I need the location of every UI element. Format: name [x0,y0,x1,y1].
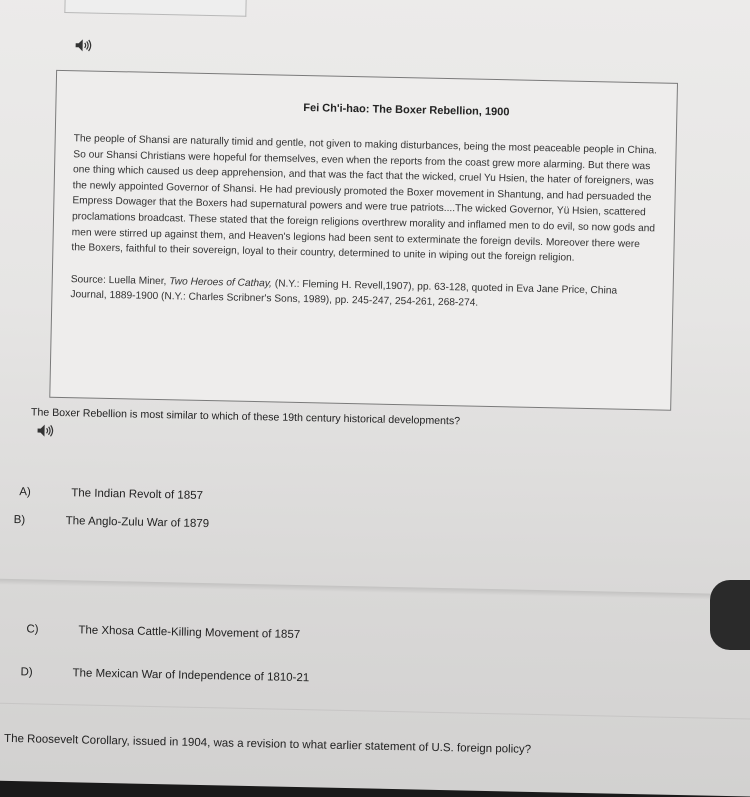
next-question-text: The Roosevelt Corollary, issued in 1904, was a revision to what earlier statement of U.S. foreign policy? [3,732,532,756]
choice-text: The Indian Revolt of 1857 [71,487,204,502]
question-text: The Boxer Rebellion is most similar to which of these 19th century historical developments? [30,406,461,428]
question-audio-button[interactable] [36,423,54,437]
previous-answer-box [64,0,247,17]
question-divider [0,702,750,720]
speaker-icon [75,38,93,52]
source-details: (N.Y.: Fleming H. Revell,1907), pp. 63-128, quoted in Eva Jane Price, China Journal, 1889-1900 (N.Y.: Charles Scribner's Sons, 1989), pp. 245-247, 254-261, 268-274. [70,278,618,310]
choice-text: The Mexican War of Independence of 1810-21 [72,667,310,685]
source-title: Two Heroes of Cathay, [169,275,273,290]
passage-body: The people of Shansi are naturally timid and gentle, not given to making disturbances, being the most peaceable people in China. So our Shansi Christians were hopeful for themselves, even when the reports from the coast grew more alarming. But there was one thing which caused us deep apprehension, and that was the fact that the wicked, cruel Yu Hsien, the hater of foreigners, was the newly appointed Governor of Shansi. He had previously promoted the Boxer movement in Shantung, and had persuaded the Empress Dowager that the Boxers had supernatural powers and were true patriots....The wicked Governor, Yü Hsien, scattered proclamations broadcast. These stated that the foreign religions overthrew morality and inflamed men to do evil, so now gods and men were stirred up against them, and Heaven's legions had been sent to exterminate the foreign devils. Moreover there were the Boxers, faithful to their sovereign, loyal to their country, determined to unite in wiping out the foreign religion. [71,133,658,264]
source-prefix: Source: Luella Miner, [70,273,170,287]
screen-edge [710,580,750,650]
passage-title: Fei Ch'i-hao: The Boxer Rebellion, 1900 [303,102,510,119]
passage-box [49,70,678,411]
speaker-icon [36,423,54,437]
choice-text: The Anglo-Zulu War of 1879 [65,515,210,531]
choice-text: The Xhosa Cattle-Killing Movement of 1857 [78,624,301,642]
choice-letter: A) [19,486,31,499]
screen-fold-shadow [0,578,750,601]
choice-letter: B) [13,514,26,527]
choice-letter: D) [20,666,33,679]
choice-letter: C) [26,623,39,636]
passage-audio-button[interactable] [75,38,93,52]
passage-source [70,272,655,315]
